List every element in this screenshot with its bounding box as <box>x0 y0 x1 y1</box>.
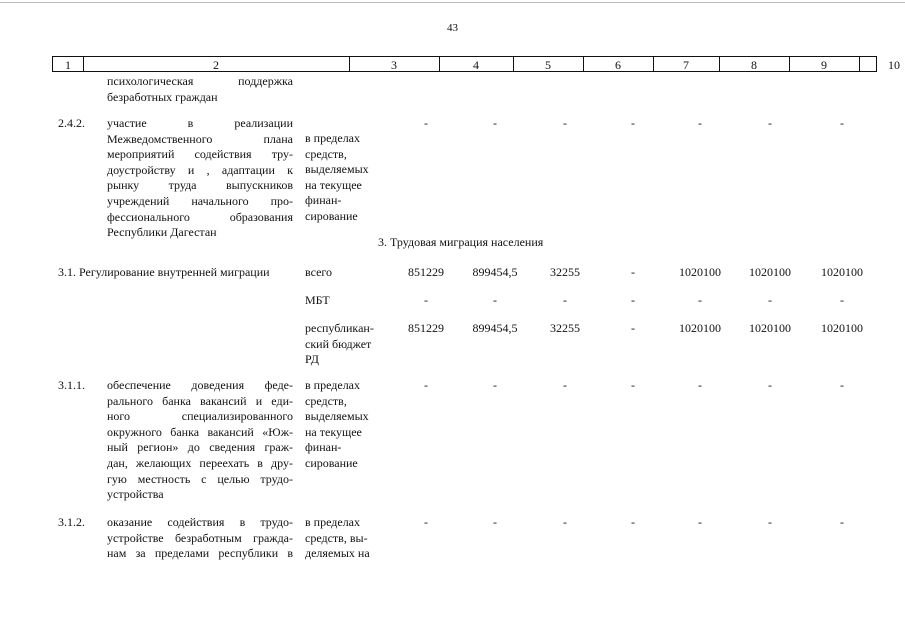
desc-line: мероприятий содействия тру- <box>107 147 293 162</box>
value-cell: 32255 <box>550 321 580 335</box>
value-cell: - <box>563 116 567 130</box>
value-cell: - <box>631 265 635 279</box>
desc-line: Межведомственного плана <box>107 131 293 146</box>
funding-source: в пределах средств, выделяемых на текущее финан- сирование <box>305 131 369 223</box>
header-col-10: 10 <box>888 58 900 72</box>
value-cell: - <box>768 378 772 392</box>
desc-line: доустройству и , адаптации к <box>107 162 293 177</box>
value-cell: - <box>424 293 428 307</box>
value-cell: - <box>631 116 635 130</box>
header-col-1: 1 <box>65 58 71 72</box>
section-title: 3. Трудовая миграция населения <box>378 235 544 249</box>
row-title: 3.1. Регулирование внутренней миграции <box>58 265 270 279</box>
value-cell: - <box>424 116 428 130</box>
value-cell: 1020100 <box>821 265 863 279</box>
subrow-label: МБТ <box>305 293 330 307</box>
value-cell: - <box>631 293 635 307</box>
value-cell: - <box>768 515 772 529</box>
value-cell: 1020100 <box>749 321 791 335</box>
desc-line: ного специализированного <box>107 409 293 424</box>
header-col-8: 8 <box>751 58 757 72</box>
header-col-2: 2 <box>213 58 219 72</box>
top-rule <box>0 2 905 3</box>
value-cell: 1020100 <box>749 265 791 279</box>
value-cell: - <box>698 293 702 307</box>
row-psych-desc-line: безработных граждан <box>107 89 218 104</box>
header-col-4: 4 <box>473 58 479 72</box>
value-cell: - <box>768 116 772 130</box>
desc-line: Республики Дагестан <box>107 225 217 240</box>
value-cell: - <box>563 515 567 529</box>
header-col-5: 5 <box>545 58 551 72</box>
value-cell: - <box>424 378 428 392</box>
row-psych-desc-line: психологическая поддержка <box>107 74 293 88</box>
value-cell: 899454,5 <box>472 265 518 279</box>
value-cell: - <box>563 293 567 307</box>
page-number: 43 <box>447 22 458 34</box>
desc-line: устройства <box>107 487 164 502</box>
row-number: 3.1.1. <box>58 378 85 392</box>
value-cell: 851229 <box>408 265 444 279</box>
desc-line: обеспечение доведения феде- <box>107 378 293 392</box>
value-cell: 1020100 <box>679 265 721 279</box>
value-cell: 32255 <box>550 265 580 279</box>
value-cell: - <box>493 293 497 307</box>
funding-source: в пределах средств, выделяемых на текущее финан- сирование <box>305 378 369 470</box>
subrow-label: республикан- ский бюджет РД <box>305 321 374 367</box>
value-cell: - <box>424 515 428 529</box>
desc-line: устройстве безработным гражда- <box>107 530 293 545</box>
desc-line: ный регион» до сведения граж- <box>107 440 293 455</box>
value-cell: - <box>840 293 844 307</box>
desc-line: гую местность с целью трудо- <box>107 471 293 486</box>
funding-source: в пределах средств, вы- деляемых на <box>305 515 370 561</box>
desc-line: учреждений начального про- <box>107 194 293 208</box>
header-col-7: 7 <box>683 58 689 72</box>
table-header <box>52 56 900 72</box>
desc-line: рынку труда выпускников <box>107 178 293 193</box>
value-cell: - <box>631 378 635 392</box>
subrow-label: всего <box>305 265 333 279</box>
value-cell: - <box>840 116 844 130</box>
value-cell: - <box>698 116 702 130</box>
value-cell: - <box>563 378 567 392</box>
value-cell: - <box>698 515 702 529</box>
value-cell: - <box>631 321 635 335</box>
header-col-3: 3 <box>391 58 397 72</box>
value-cell: 1020100 <box>821 321 863 335</box>
row-number: 3.1.2. <box>58 515 85 529</box>
row-number: 2.4.2. <box>58 116 85 130</box>
value-cell: - <box>493 378 497 392</box>
desc-line: участие в реализации <box>107 116 293 130</box>
value-cell: - <box>840 378 844 392</box>
value-cell: 851229 <box>408 321 444 335</box>
value-cell: - <box>493 116 497 130</box>
header-col-6: 6 <box>615 58 621 72</box>
value-cell: - <box>698 378 702 392</box>
desc-line: нам за пределами республики в <box>107 546 293 561</box>
value-cell: - <box>840 515 844 529</box>
desc-line: фессионального образования <box>107 209 293 224</box>
value-cell: - <box>768 293 772 307</box>
desc-line: дан, желающих переехать в дру- <box>107 456 293 470</box>
value-cell: - <box>631 515 635 529</box>
value-cell: 899454,5 <box>472 321 518 335</box>
value-cell: 1020100 <box>679 321 721 335</box>
desc-line: окружного банка вакансий «Юж- <box>107 424 293 439</box>
value-cell: - <box>493 515 497 529</box>
desc-line: рального банка вакансий и еди- <box>107 393 293 408</box>
desc-line: оказание содействия в трудо- <box>107 515 293 529</box>
header-col-9: 9 <box>821 58 827 72</box>
